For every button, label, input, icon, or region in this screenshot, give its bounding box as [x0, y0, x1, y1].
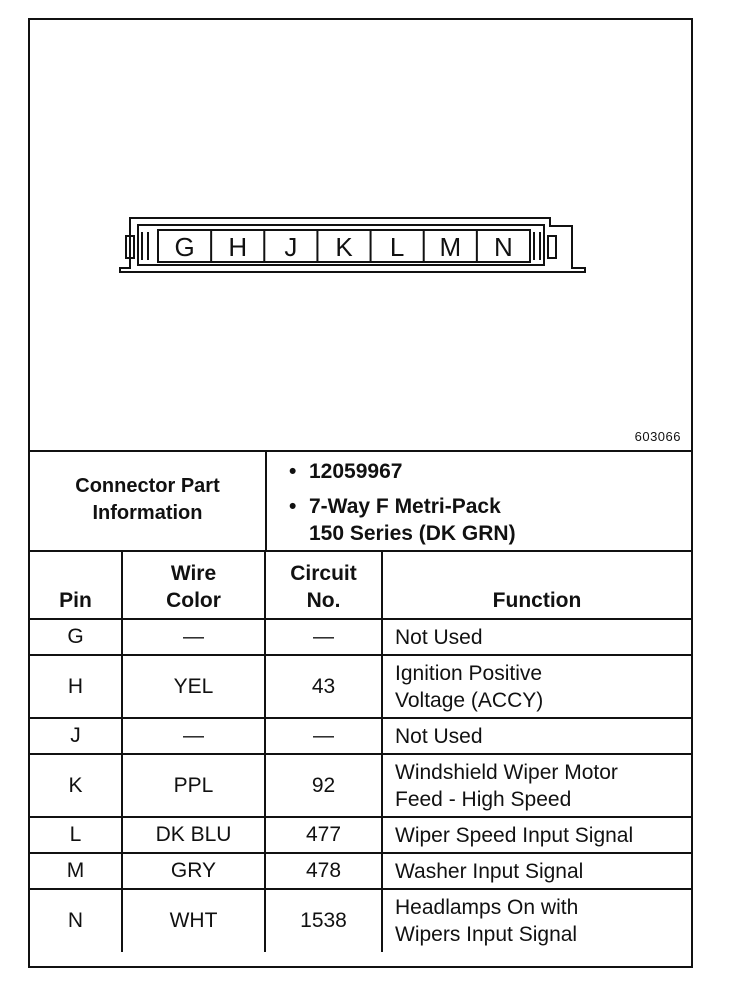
connector-pin-label: G: [174, 232, 195, 262]
function-cell: Not Used: [382, 718, 691, 754]
wire-color-cell: —: [122, 619, 265, 655]
table-header-row: [30, 550, 691, 619]
table-row: [30, 754, 691, 817]
connector-document: [28, 18, 693, 968]
table-row: [30, 853, 691, 889]
function-cell: Headlamps On with Wipers Input Signal: [382, 889, 691, 952]
pin-cell: N: [30, 889, 122, 952]
circuit-cell: —: [265, 619, 382, 655]
connector-pin-label: N: [494, 232, 513, 262]
pin-cell: J: [30, 718, 122, 754]
table-row: [30, 889, 691, 952]
connector-pin-label: K: [335, 232, 353, 262]
header-circuit: Circuit No.: [265, 550, 382, 619]
connector-pin-label: M: [439, 232, 462, 262]
pin-cell: G: [30, 619, 122, 655]
connector-info-label: [30, 450, 267, 550]
circuit-cell: 92: [265, 754, 382, 817]
connector-pin-label: L: [389, 232, 405, 262]
figure-id: 603066: [634, 429, 681, 444]
table-row: [30, 718, 691, 754]
function-cell: Not Used: [382, 619, 691, 655]
wire-color-cell: WHT: [122, 889, 265, 952]
wire-color-cell: GRY: [122, 853, 265, 889]
table-row: [30, 817, 691, 853]
wire-color-cell: YEL: [122, 655, 265, 718]
connector-pin-label: H: [228, 232, 248, 262]
wire-color-cell: PPL: [122, 754, 265, 817]
pin-cell: H: [30, 655, 122, 718]
connector-part-info: [30, 450, 691, 552]
function-cell: Washer Input Signal: [382, 853, 691, 889]
circuit-cell: 43: [265, 655, 382, 718]
part-number: • 12059967: [309, 458, 691, 485]
circuit-cell: 1538: [265, 889, 382, 952]
connector-info-values: [267, 450, 691, 550]
wire-color-cell: DK BLU: [122, 817, 265, 853]
header-wire-color: Wire Color: [122, 550, 265, 619]
pinout-table: [30, 550, 691, 952]
pin-cell: M: [30, 853, 122, 889]
info-label-line1: Connector Part: [75, 475, 220, 497]
connector-drawing: [30, 20, 691, 450]
circuit-cell: 478: [265, 853, 382, 889]
header-function: Function: [382, 550, 691, 619]
circuit-cell: —: [265, 718, 382, 754]
function-cell: Wiper Speed Input Signal: [382, 817, 691, 853]
table-row: [30, 655, 691, 718]
table-row: [30, 619, 691, 655]
wire-color-cell: —: [122, 718, 265, 754]
connector-figure: [30, 20, 691, 452]
connector-description: • 7-Way F Metri-Pack 150 Series (DK GRN): [309, 493, 691, 547]
function-cell: Windshield Wiper Motor Feed - High Speed: [382, 754, 691, 817]
circuit-cell: 477: [265, 817, 382, 853]
pin-cell: L: [30, 817, 122, 853]
header-pin: Pin: [30, 550, 122, 619]
pin-cell: K: [30, 754, 122, 817]
connector-pin-label: J: [284, 232, 298, 262]
function-cell: Ignition Positive Voltage (ACCY): [382, 655, 691, 718]
info-label-line2: Information: [92, 502, 203, 524]
